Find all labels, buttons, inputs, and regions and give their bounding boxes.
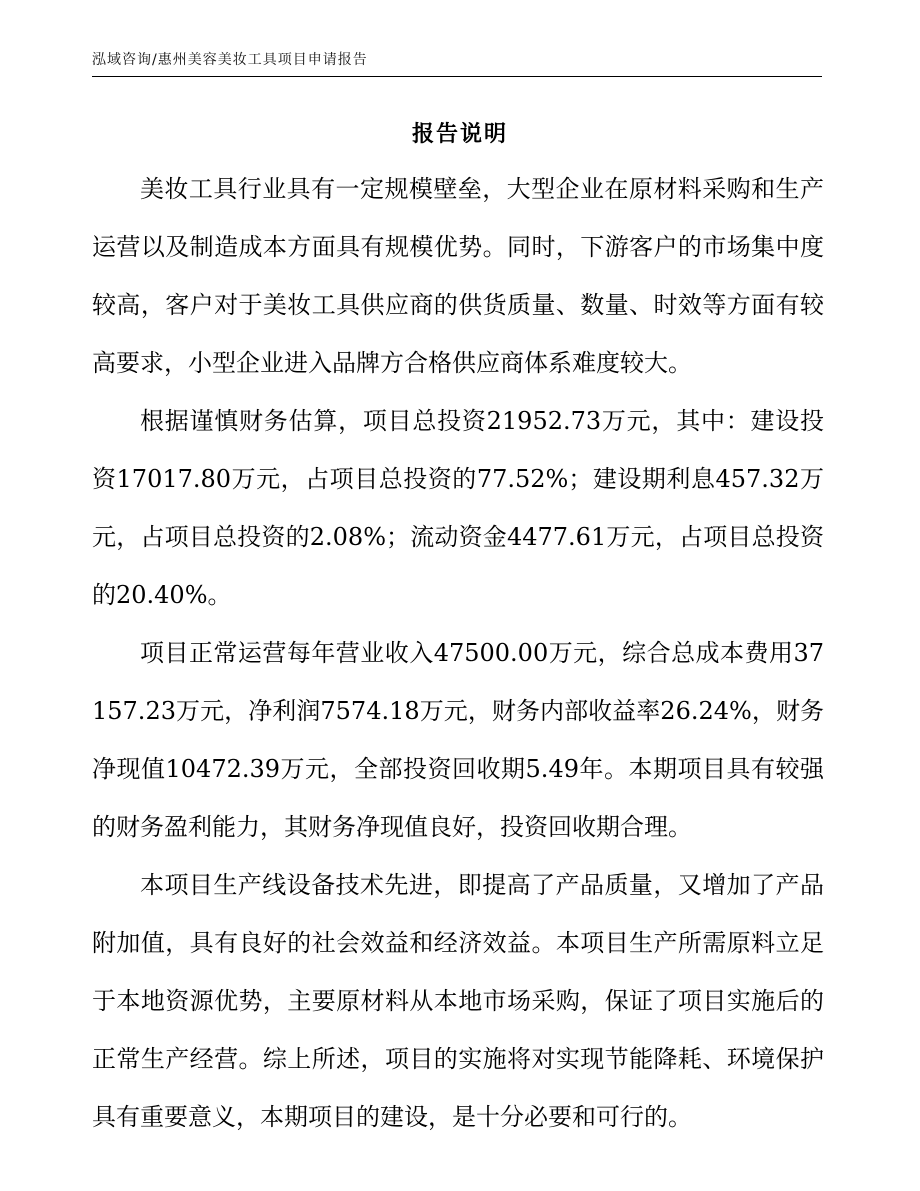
- section-title: 报告说明: [411, 122, 508, 147]
- header-divider: [92, 76, 822, 77]
- document-body: [92, 160, 824, 1146]
- running-header: 泓域咨询/惠州美容美妆工具项目申请报告: [92, 52, 368, 68]
- paragraph-project-significance: 本项目生产线设备技术先进，即提高了产品质量，又增加了产品附加值，具有良好的社会效益和经济效益。本项目生产所需原料立足于本地资源优势，主要原材料从本地市场采购，保证了项目实施后的正常生产经营。综上所述，项目的实施将对实现节能降耗、环境保护具有重要意义，本期项目的建设，是十分必要和可行的。: [92, 871, 824, 1131]
- paragraph-investment-estimate: 根据谨慎财务估算，项目总投资21952.73万元，其中：建设投资17017.80万元，占项目总投资的77.52%；建设期利息457.32万元，占项目总投资的2.08%；流动资金4477.61万元，占项目总投资的20.40%。: [92, 407, 824, 609]
- paragraph-industry-barrier: 美妆工具行业具有一定规模壁垒，大型企业在原材料采购和生产运营以及制造成本方面具有规模优势。同时，下游客户的市场集中度较高，客户对于美妆工具供应商的供货质量、数量、时效等方面有较高要求，小型企业进入品牌方合格供应商体系难度较大。: [92, 175, 824, 377]
- paragraph-financial-returns: 项目正常运营每年营业收入47500.00万元，综合总成本费用37157.23万元，净利润7574.18万元，财务内部收益率26.24%，财务净现值10472.39万元，全部投资回收期5.49年。本期项目具有较强的财务盈利能力，其财务净现值良好，投资回收期合理。: [92, 639, 824, 841]
